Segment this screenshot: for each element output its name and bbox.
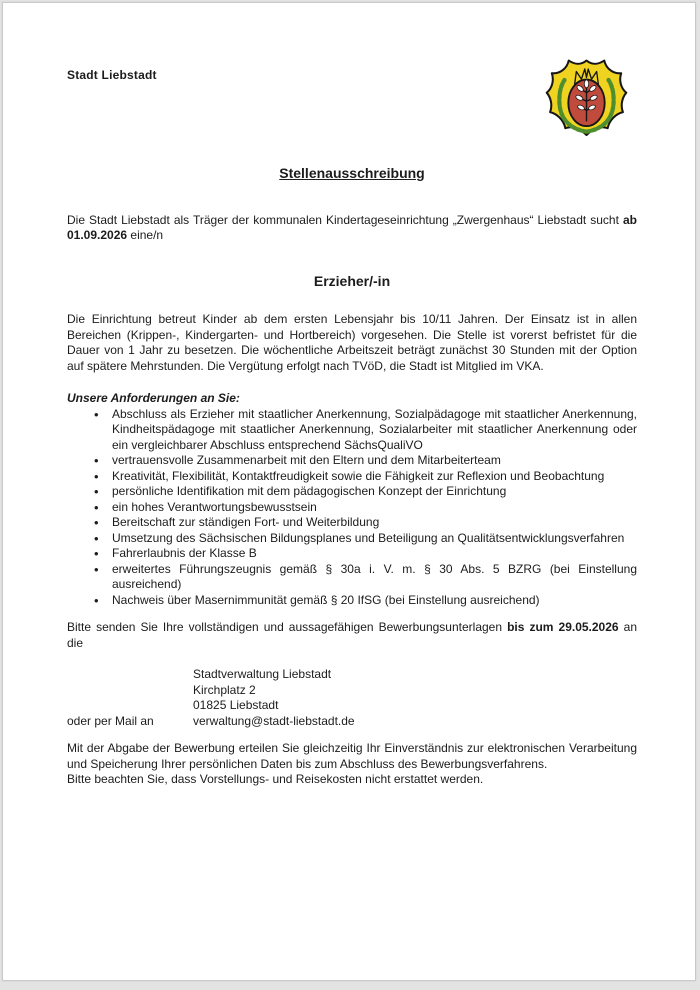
costs-note: Bitte beachten Sie, dass Vorstellungs- und Reisekosten nicht erstattet werden. xyxy=(67,772,484,786)
sender-name: Stadt Liebstadt xyxy=(67,68,157,82)
requirement-item: • Bereitschaft zur ständigen Fort- und Weiterbildung xyxy=(67,515,637,531)
coat-of-arms-icon xyxy=(544,58,629,146)
job-description-paragraph: Die Einrichtung betreut Kinder ab dem ersten Lebensjahr bis 10/11 Jahren. Der Einsatz ist in allen Bereichen (Krippen-, Kindergarten- und Hortbereich) vorgesehen. Die Stelle ist vorerst befristet für die Dauer von 1 Jahr zu besetzen. Die wöchentliche Arbeitszeit beträgt zunächst 30 Stunden mit der Option auf spätere Mehrstunden. Die Vergütung erfolgt nach TVöD, die Stadt ist Mitglied im VKA. xyxy=(67,312,637,373)
application-text-post: an die xyxy=(67,620,637,650)
intro-text-post: eine/n xyxy=(127,228,164,242)
requirements-heading: Unsere Anforderungen an Sie: xyxy=(67,391,240,405)
privacy-paragraph: Mit der Abgabe der Bewerbung erteilen Sie gleichzeitig Ihr Einverständnis zur elektronischen Verarbeitung und Speicherung Ihrer persönlichen Daten bis zum Abschluss des Bewerbungsverfahrens. xyxy=(67,741,637,771)
intro-paragraph xyxy=(67,213,637,244)
mail-row xyxy=(67,714,637,730)
requirement-item: • ein hohes Verantwortungsbewusstsein xyxy=(67,500,637,516)
requirement-item: • Fahrerlaubnis der Klasse B xyxy=(67,546,637,562)
address-line: Kirchplatz 2 xyxy=(193,682,256,697)
requirement-item: • Umsetzung des Sächsischen Bildungsplanes und Beteiligung an Qualitätsentwicklungsverfahren xyxy=(67,531,637,547)
document-page xyxy=(2,2,696,981)
intro-text-pre: Die Stadt Liebstadt als Träger der kommunalen Kindertageseinrichtung „Zwergenhaus“ Liebstadt sucht xyxy=(67,212,623,227)
email-address: verwaltung@stadt-liebstadt.de xyxy=(193,713,355,728)
address-block xyxy=(67,667,637,729)
requirement-item: • erweitertes Führungszeugnis gemäß § 30a i. V. m. § 30 Abs. 5 BZRG (bei Einstellung ausreichend) xyxy=(67,562,637,593)
requirement-item: • Abschluss als Erzieher mit staatlicher Anerkennung, Sozialpädagoge mit staatlicher Anerkennung, Kindheitspädagoge mit staatlicher Anerkennung, Sozialarbeiter mit staatlicher Anerkennung oder ein vergleichbarer Abschluss entsprechend SächsQualiVO xyxy=(67,407,637,454)
mail-label: oder per Mail an xyxy=(67,713,154,728)
document-header xyxy=(67,58,637,146)
application-text-pre: Bitte senden Sie Ihre vollständigen und aussagefähigen Bewerbungsunterlagen xyxy=(67,620,508,634)
requirements-list xyxy=(67,407,637,609)
document-content xyxy=(3,3,695,788)
address-line: 01825 Liebstadt xyxy=(193,698,279,712)
start-date: ab 01.09.2026 xyxy=(67,212,637,242)
position-title: Erzieher/-in xyxy=(313,272,391,289)
address-line: Stadtverwaltung Liebstadt xyxy=(193,667,332,681)
requirement-item: • persönliche Identifikation mit dem pädagogischen Konzept der Einrichtung xyxy=(67,484,637,500)
requirement-item: • Kreativität, Flexibilität, Kontaktfreudigkeit sowie die Fähigkeit zur Reflexion und Beobachtung xyxy=(67,469,637,485)
application-deadline: bis zum 29.05.2026 xyxy=(507,620,619,634)
requirement-item: • vertrauensvolle Zusammenarbeit mit den Eltern und dem Mitarbeiterteam xyxy=(67,453,637,469)
application-paragraph xyxy=(67,620,637,651)
requirement-item: • Nachweis über Masernimmunität gemäß § 20 IfSG (bei Einstellung ausreichend) xyxy=(67,593,637,609)
document-title: Stellenausschreibung xyxy=(279,165,425,181)
postal-address xyxy=(67,667,637,714)
